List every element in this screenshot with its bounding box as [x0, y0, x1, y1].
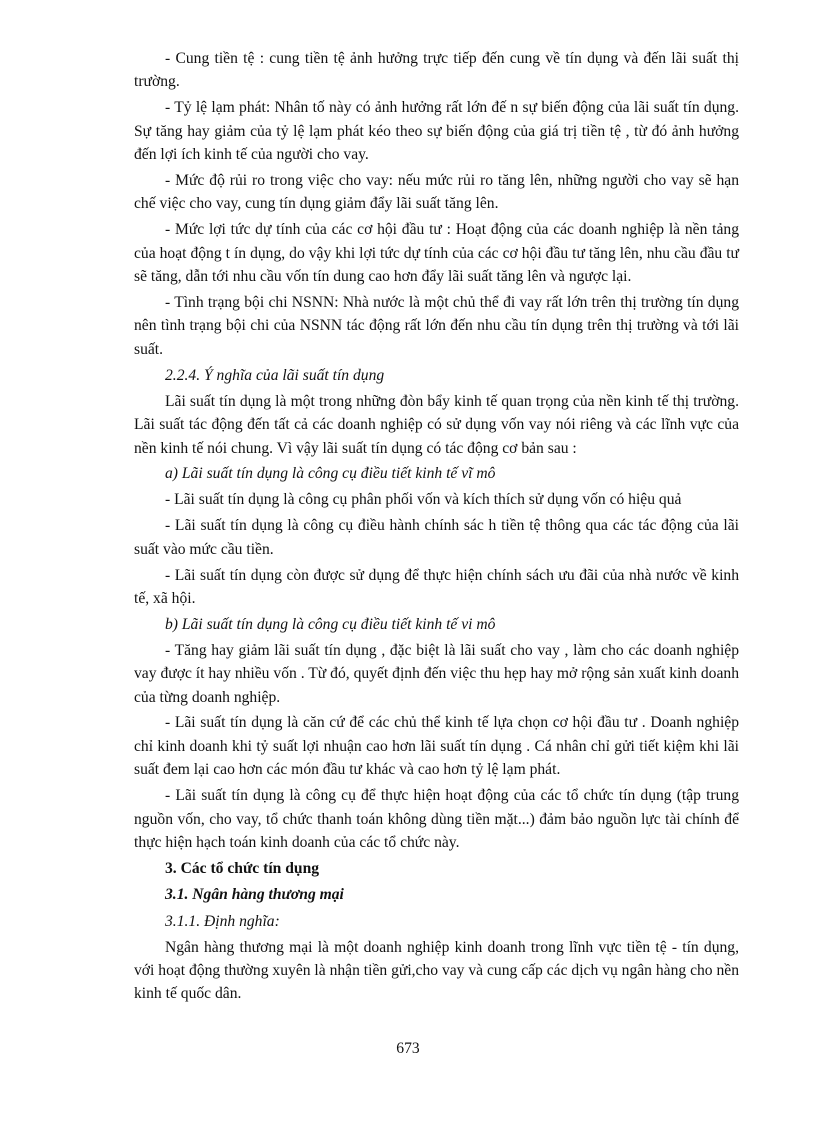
- paragraph-budget-deficit: - Tình trạng bội chi NSNN: Nhà nước là một chủ thể đi vay rất lớn trên thị trường tín dụng nên tình trạng bội chi của NSNN tác động rất lớn đến nhu cầu tín dụng trên thị trường và tới lãi suất.: [134, 294, 739, 358]
- page-content: [134, 47, 739, 1008]
- paragraph-money-supply: - Cung tiền tệ : cung tiền tệ ảnh hưởng trực tiếp đến cung về tín dụng và đến lãi suất thị trường.: [134, 50, 739, 91]
- paragraph-investment-choice: - Lãi suất tín dụng là căn cứ để các chủ thể kinh tế lựa chọn cơ hội đầu tư . Doanh nghiệp chỉ kinh doanh khi tỷ suất lợi nhuận cao hơn lãi suất tín dụng . Cá nhân chỉ gửi tiết kiệm khi lãi suất đem lại cao hơn các món đầu tư khác và cao hơn tỷ lệ lạm phát.: [134, 714, 739, 779]
- section-heading-3-1: 3.1. Ngân hàng thương mại: [165, 886, 344, 904]
- paragraph-inflation-rate: - Tỷ lệ lạm phát: Nhân tố này có ảnh hưởng rất lớn đế n sự biến động của lãi suất tín dụng. Sự tăng hay giảm của tỷ lệ lạm phát kéo theo sự biến động của giá trị tiền tệ , từ đó ảnh hưởng đến lợi ích kinh tế của người cho vay.: [134, 99, 739, 164]
- section-heading-3-1-1: 3.1.1. Định nghĩa:: [165, 912, 280, 930]
- paragraph-monetary-policy: - Lãi suất tín dụng là công cụ điều hành chính sác h tiền tệ thông qua các tác động của lãi suất vào mức cầu tiền.: [134, 517, 739, 558]
- paragraph-preferential-policy: - Lãi suất tín dụng còn được sử dụng để thực hiện chính sách ưu đãi của nhà nước về kinh tế, xã hội.: [134, 566, 739, 607]
- paragraph-credit-institutions-operation: - Lãi suất tín dụng là công cụ để thực hiện hoạt động của các tổ chức tín dụng (tập trung nguồn vốn, cho vay, tổ chức thanh toán không dùng tiền mặt...) đảm bảo nguồn lực tài chính để thực hiện hạch toán kinh doanh của các tổ chức này.: [134, 787, 739, 851]
- paragraph-capital-allocation: - Lãi suất tín dụng là công cụ phân phối vốn và kích thích sử dụng vốn có hiệu quả: [165, 491, 682, 509]
- section-heading-3: 3. Các tổ chức tín dụng: [165, 859, 320, 877]
- subheading-micro-tool: b) Lãi suất tín dụng là công cụ điều tiết kinh tế vi mô: [165, 615, 496, 633]
- paragraph-commercial-bank-definition: Ngân hàng thương mại là một doanh nghiệp kinh doanh trong lĩnh vực tiền tệ - tín dụng, với hoạt động thường xuyên là nhận tiền gửi,cho vay và cung cấp các dịch vụ ngân hàng cho nền kinh tế quốc dân.: [134, 938, 739, 1003]
- paragraph-lending-risk: - Mức độ rủi ro trong việc cho vay: nếu mức rủi ro tăng lên, những người cho vay sẽ hạn chế việc cho vay, cung tín dụng giảm đẩy lãi suất tăng lên.: [134, 172, 739, 213]
- paragraph-expected-return: - Mức lợi tức dự tính của các cơ hội đầu tư : Hoạt động của các doanh nghiệp là nền tảng của hoạt động t ín dụng, do vậy khi lợi tức dự tính của các cơ hội đầu tư tăng lên, nhu cầu đầu tư sẽ tăng, dẫn tới nhu cầu vốn tín dung cao hơn đẩy lãi suất tăng lên và ngược lại.: [134, 221, 739, 286]
- subheading-macro-tool: a) Lãi suất tín dụng là công cụ điều tiết kinh tế vĩ mô: [165, 465, 496, 483]
- paragraph-interest-rate-role: Lãi suất tín dụng là một trong những đòn bẩy kinh tế quan trọng của nền kinh tế thị trường. Lãi suất tác động đến tất cả các doanh nghiệp có sử dụng vốn vay nói riêng và các lĩnh vực của nền kinh tế nói chung. Vì vậy lãi suất tín dụng có tác động cơ bản sau :: [134, 392, 739, 457]
- section-heading-2-2-4: 2.2.4. Ý nghĩa của lãi suất tín dụng: [165, 366, 385, 384]
- paragraph-rate-change-effect: - Tăng hay giảm lãi suất tín dụng , đặc biệt là lãi suất cho vay , làm cho các doanh nghiệp vay được ít hay nhiều vốn . Từ đó, quyết định đến việc thu hẹp hay mở rộng sản xuất kinh doanh của từng doanh nghiệp.: [134, 641, 739, 706]
- page-number: 673: [396, 1040, 420, 1057]
